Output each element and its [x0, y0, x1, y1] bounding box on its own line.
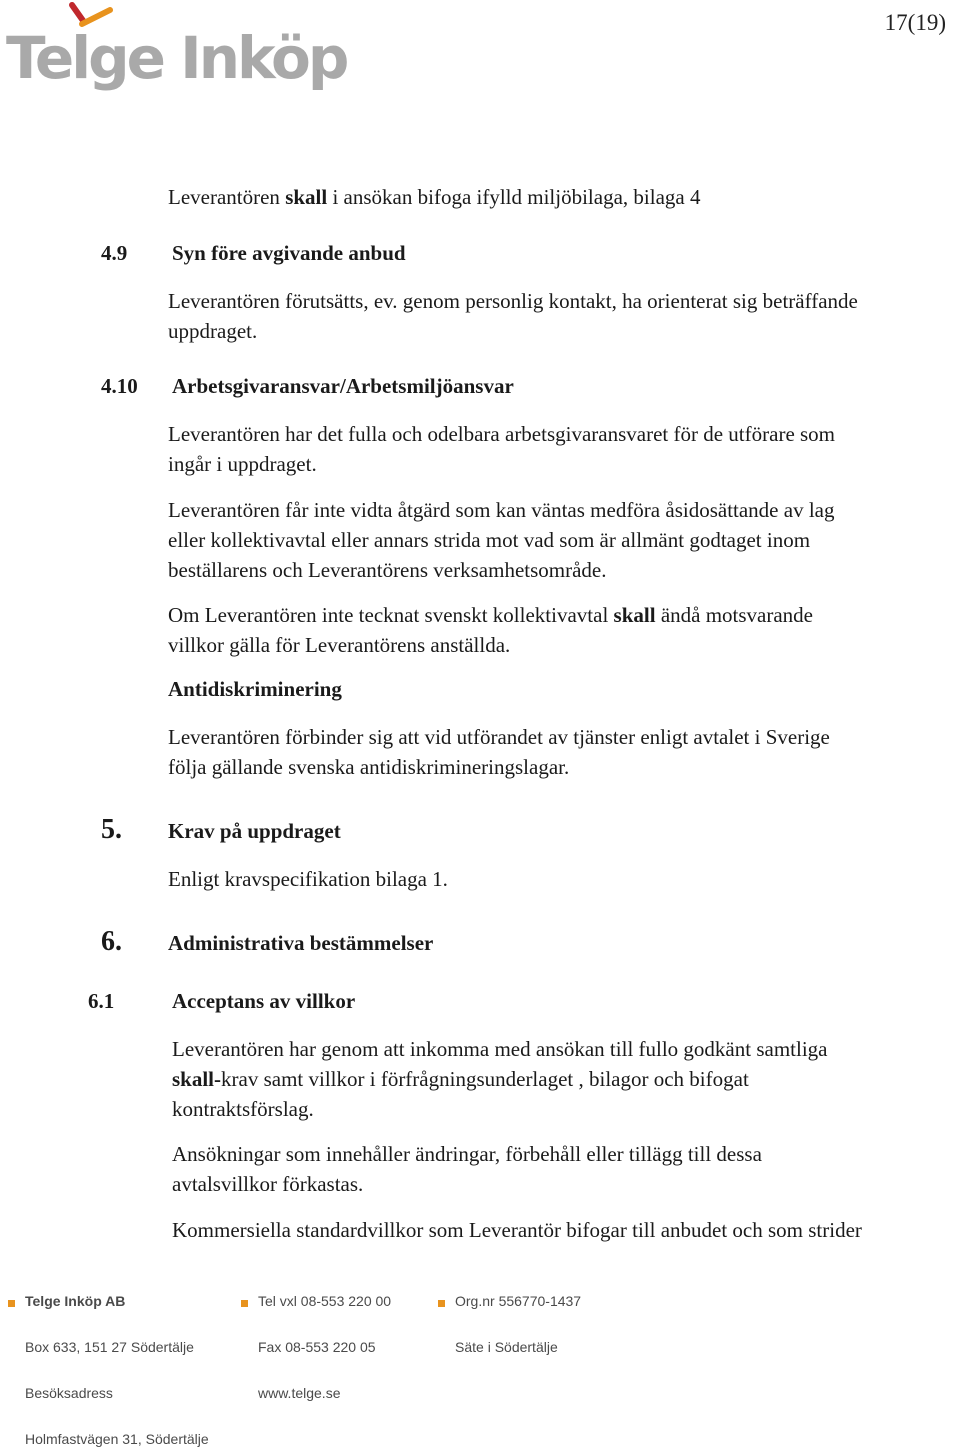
section-title-4-10: Arbetsgivaransvar/Arbetsmiljöansvar	[172, 374, 514, 398]
bullet-icon	[8, 1300, 15, 1307]
footer-website-link[interactable]: www.telge.se	[258, 1385, 341, 1401]
bullet-icon	[438, 1300, 445, 1307]
section-number-6: 6.	[101, 926, 122, 957]
footer-box-address: Box 633, 151 27 Södertälje	[25, 1339, 194, 1355]
telge-inkop-logo-graphic	[4, 0, 347, 95]
subheading-antidiscrimination: Antidiskriminering	[168, 677, 342, 701]
paragraph-acceptance: Leverantören har genom att inkomma med ansökan till fullo godkänt samtliga skall-krav samt villkor i förfrågningsunderlaget , bilagor och bifogat kontraktsförslag.	[172, 1037, 828, 1121]
section-number-6-1: 6.1	[88, 989, 115, 1013]
section-title-6: Administrativa bestämmelser	[168, 931, 434, 955]
paragraph-rejection: Ansökningar som innehåller ändringar, förbehåll eller tillägg till dessa avtalsvillkor förkastas.	[172, 1142, 762, 1196]
bullet-icon	[241, 1300, 248, 1307]
paragraph-legal-compliance: Leverantören får inte vidta åtgärd som kan väntas medföra åsidosättande av lag eller kollektivavtal eller annars strida mot vad som är allmänt godtaget inom beställarens och Leverantörens verksamhetsområde.	[168, 498, 835, 582]
section-title-6-1: Acceptans av villkor	[172, 989, 356, 1013]
footer-visit-address: Holmfastvägen 31, Södertälje	[25, 1431, 209, 1447]
section-number-5: 5.	[101, 814, 122, 845]
section-number-4-10: 4.10	[101, 374, 138, 398]
svg-text:Telge Inköp: Telge Inköp	[6, 24, 347, 92]
paragraph-antidiscrimination: Leverantören förbinder sig att vid utförandet av tjänster enligt avtalet i Sverige följa gällande svenska antidiskrimineringslagar.	[168, 725, 830, 779]
paragraph-commercial-terms: Kommersiella standardvillkor som Leverantör bifogar till anbudet och som strider	[172, 1218, 862, 1242]
intro-paragraph: Leverantören skall i ansökan bifoga ifylld miljöbilaga, bilaga 4	[168, 185, 701, 209]
footer-company: Telge Inköp AB	[8, 1293, 125, 1309]
section-title-5: Krav på uppdraget	[168, 819, 341, 843]
footer-fax: Fax 08-553 220 05	[258, 1339, 376, 1355]
footer-org-number: Org.nr 556770-1437	[438, 1293, 581, 1309]
telge-inkop-logo	[4, 0, 347, 95]
section-number-4-9: 4.9	[101, 241, 128, 265]
paragraph-4-9: Leverantören förutsätts, ev. genom personlig kontakt, ha orienterat sig beträffande uppdraget.	[168, 289, 858, 343]
footer-phone: Tel vxl 08-553 220 00	[241, 1293, 391, 1309]
paragraph-collective-agreement: Om Leverantören inte tecknat svenskt kollektivavtal skall ändå motsvarande villkor gälla för Leverantörens anställda.	[168, 603, 814, 657]
page-number: 17(19)	[884, 10, 946, 35]
paragraph-requirements: Enligt kravspecifikation bilaga 1.	[168, 867, 448, 891]
footer-visit-label: Besöksadress	[25, 1385, 113, 1401]
section-title-4-9: Syn före avgivande anbud	[172, 241, 406, 265]
paragraph-employer-responsibility: Leverantören har det fulla och odelbara arbetsgivaransvaret för de utförare som ingår i uppdraget.	[168, 422, 836, 476]
footer-seat: Säte i Södertälje	[455, 1339, 558, 1355]
